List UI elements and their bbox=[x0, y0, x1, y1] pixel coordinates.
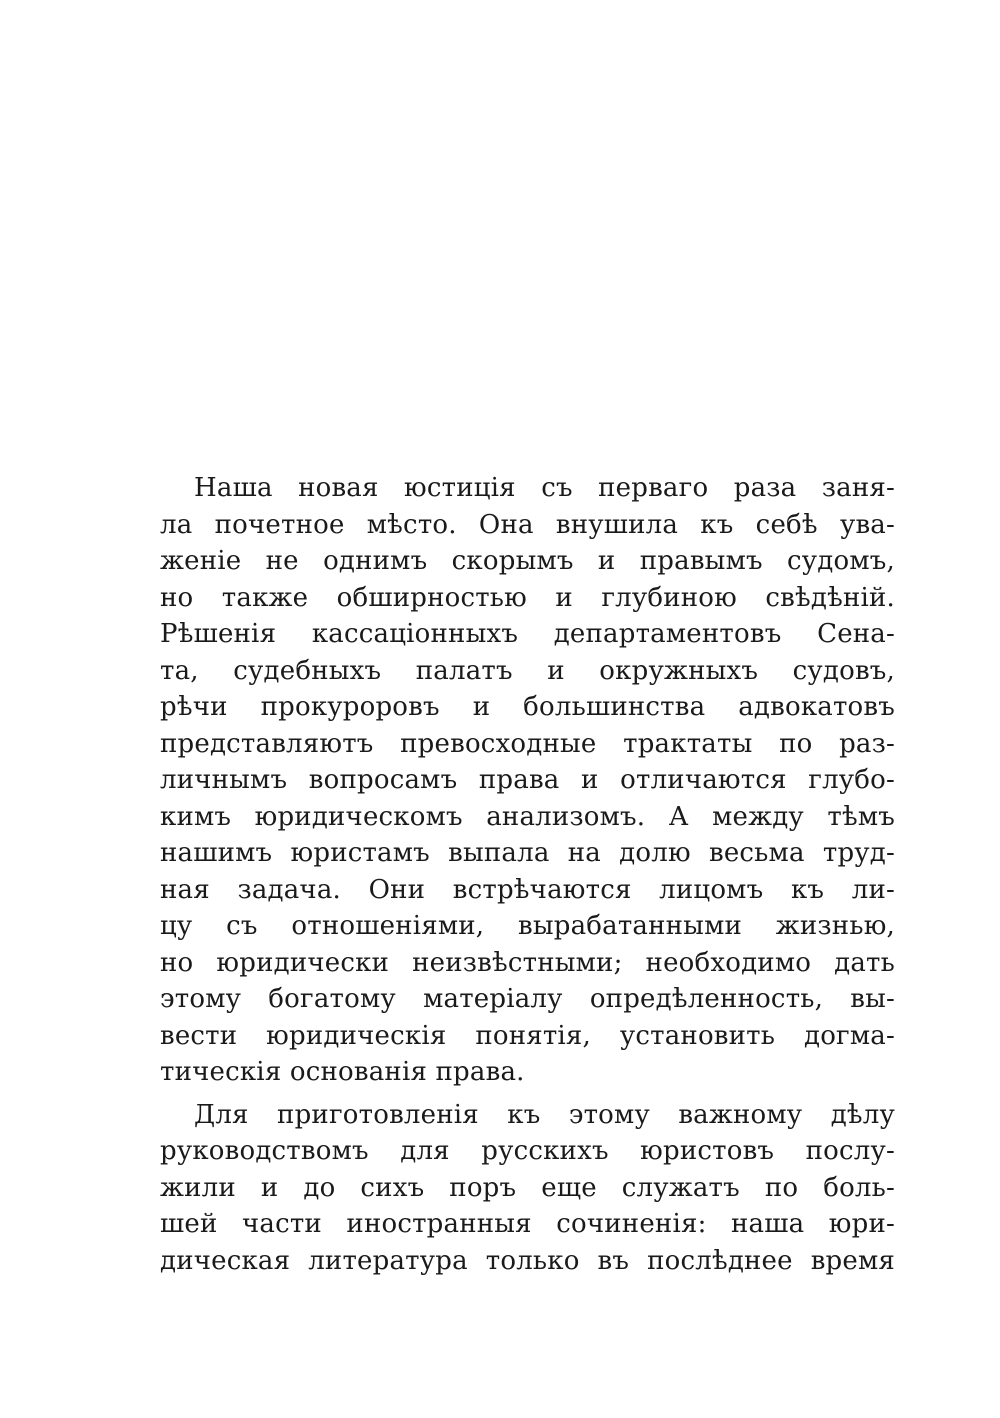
text-line: руководствомъ для русскихъ юристовъ послу- bbox=[160, 1136, 895, 1166]
text-line: Рѣшенія кассаціонныхъ департаментовъ Сена- bbox=[160, 619, 895, 649]
text-line: но также обширностью и глубиною свѣдѣній. bbox=[160, 582, 895, 613]
text-line: тическія основанія права. bbox=[160, 1057, 525, 1087]
text-line: жили и до сихъ поръ еще служатъ по боль- bbox=[160, 1172, 895, 1203]
text-line: личнымъ вопросамъ права и отличаются глубо- bbox=[160, 765, 895, 795]
text-line: кимъ юридическомъ анализомъ. А между тѣмъ bbox=[160, 801, 895, 832]
text-line: женіе не однимъ скорымъ и правымъ судомъ, bbox=[160, 546, 895, 576]
body-text bbox=[160, 470, 895, 1279]
text-line: нашимъ юристамъ выпала на долю весьма труд- bbox=[160, 838, 895, 868]
text-line: вести юридическія понятія, установить догма- bbox=[160, 1020, 895, 1051]
text-line: ла почетное мѣсто. Она внушила къ себѣ ува- bbox=[160, 509, 895, 540]
text-line: ная задача. Они встрѣчаются лицомъ къ ли- bbox=[160, 874, 895, 905]
text-line: Для приготовленія къ этому важному дѣлу bbox=[194, 1099, 895, 1130]
text-line: но юридически неизвѣстными; необходимо дать bbox=[160, 947, 895, 978]
text-line: этому богатому матеріалу опредѣленность, вы- bbox=[160, 984, 895, 1014]
text-line: дическая литература только въ послѣднее время bbox=[160, 1245, 895, 1276]
text-line: та, судебныхъ палатъ и окружныхъ судовъ, bbox=[160, 655, 895, 686]
paragraph-1 bbox=[160, 470, 895, 1091]
paragraph-2 bbox=[160, 1097, 895, 1280]
text-line: шей части иностранныя сочиненія: наша юри- bbox=[160, 1209, 895, 1239]
text-line: представляютъ превосходные трактаты по раз- bbox=[160, 728, 895, 759]
text-line: цу съ отношеніями, вырабатанными жизнью, bbox=[160, 911, 895, 941]
text-line: Наша новая юстиція съ перваго раза заня- bbox=[194, 473, 895, 503]
text-line: рѣчи прокуроровъ и большинства адвокатовъ bbox=[160, 692, 895, 722]
